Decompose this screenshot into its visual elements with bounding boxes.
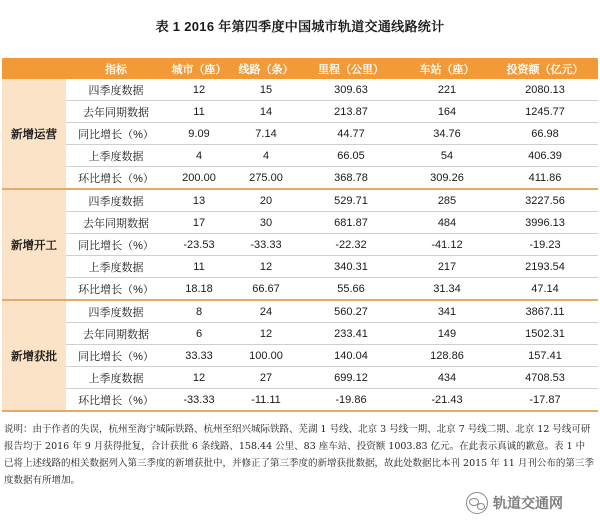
indicator-cell: 上季度数据 — [66, 145, 166, 167]
value-cell: -11.11 — [232, 389, 300, 412]
value-cell: 309.26 — [402, 167, 492, 190]
value-cell: 560.27 — [300, 300, 402, 323]
value-cell: 24 — [232, 300, 300, 323]
value-cell: 66.98 — [492, 123, 598, 145]
header-row — [2, 58, 598, 79]
header-cell: 车站（座） — [402, 58, 492, 79]
value-cell: 3867.11 — [492, 300, 598, 323]
header-cell: 里程（公里） — [300, 58, 402, 79]
indicator-cell: 上季度数据 — [66, 256, 166, 278]
value-cell: 12 — [166, 367, 232, 389]
value-cell: 157.41 — [492, 345, 598, 367]
footnote: 说明：由于作者的失误，杭州至海宁城际铁路、杭州至绍兴城际铁路、芜湖 1 号线、北京 3 号线一期、北京 7 号线二期、北京 12 号线可研报告均于 2016 年 9 月获得批复，合计获批 6 条线路、158.44 公里、83 座车站、投资额 1003.83 亿元。在此表示真诚的歉意。表 1 中已将上述线路的相关数据列入第三季度的新增获批中，并修正了第三季度的新增获批数据，故此处数据比本刊 2015 年 11 月刊公布的第三季度数据有所增加。 — [4, 424, 594, 486]
value-cell: 14 — [232, 101, 300, 123]
value-cell: 309.63 — [300, 79, 402, 101]
value-cell: 233.41 — [300, 323, 402, 345]
indicator-cell: 环比增长（%） — [66, 167, 166, 190]
value-cell: 12 — [166, 79, 232, 101]
table-row — [2, 323, 598, 345]
header-cell: 指标 — [66, 58, 166, 79]
value-cell: 30 — [232, 212, 300, 234]
value-cell: 406.39 — [492, 145, 598, 167]
value-cell: 217 — [402, 256, 492, 278]
value-cell: 275.00 — [232, 167, 300, 190]
indicator-cell: 上季度数据 — [66, 367, 166, 389]
watermark-text: 轨道交通网 — [493, 495, 563, 511]
value-cell: 213.87 — [300, 101, 402, 123]
indicator-cell: 去年同期数据 — [66, 101, 166, 123]
value-cell: -21.43 — [402, 389, 492, 412]
value-cell: 4 — [232, 145, 300, 167]
value-cell: 13 — [166, 189, 232, 212]
value-cell: 149 — [402, 323, 492, 345]
value-cell: 285 — [402, 189, 492, 212]
value-cell: -17.87 — [492, 389, 598, 412]
table-row — [2, 278, 598, 301]
table-row — [2, 123, 598, 145]
value-cell: -33.33 — [166, 389, 232, 412]
value-cell: 341 — [402, 300, 492, 323]
value-cell: -22.32 — [300, 234, 402, 256]
value-cell: 140.04 — [300, 345, 402, 367]
indicator-cell: 四季度数据 — [66, 300, 166, 323]
value-cell: 18.18 — [166, 278, 232, 301]
value-cell: 368.78 — [300, 167, 402, 190]
value-cell: 434 — [402, 367, 492, 389]
table-row — [2, 79, 598, 101]
indicator-cell: 去年同期数据 — [66, 323, 166, 345]
value-cell: 55.66 — [300, 278, 402, 301]
table-row — [2, 167, 598, 190]
group-label: 新增获批 — [2, 300, 66, 411]
value-cell: 4 — [166, 145, 232, 167]
value-cell: 4708.53 — [492, 367, 598, 389]
value-cell: 20 — [232, 189, 300, 212]
header-cell: 城市（座） — [166, 58, 232, 79]
value-cell: 100.00 — [232, 345, 300, 367]
wechat-icon — [466, 492, 488, 514]
header-cell: 投资额（亿元） — [492, 58, 598, 79]
value-cell: -19.86 — [300, 389, 402, 412]
table-row — [2, 389, 598, 412]
value-cell: 17 — [166, 212, 232, 234]
table-row — [2, 212, 598, 234]
value-cell: 3227.56 — [492, 189, 598, 212]
value-cell: 3996.13 — [492, 212, 598, 234]
table-row — [2, 300, 598, 323]
value-cell: 2080.13 — [492, 79, 598, 101]
value-cell: 47.14 — [492, 278, 598, 301]
indicator-cell: 同比增长（%） — [66, 345, 166, 367]
indicator-cell: 去年同期数据 — [66, 212, 166, 234]
value-cell: 27 — [232, 367, 300, 389]
indicator-cell: 四季度数据 — [66, 189, 166, 212]
value-cell: 44.77 — [300, 123, 402, 145]
value-cell: 31.34 — [402, 278, 492, 301]
watermark — [466, 490, 596, 516]
indicator-cell: 同比增长（%） — [66, 234, 166, 256]
value-cell: -23.53 — [166, 234, 232, 256]
value-cell: -41.12 — [402, 234, 492, 256]
statistics-table — [2, 58, 598, 412]
table-title: 表 1 2016 年第四季度中国城市轨道交通线路统计 — [155, 19, 445, 34]
table-row — [2, 367, 598, 389]
header-group-blank — [2, 58, 66, 79]
table-row — [2, 234, 598, 256]
header-cell: 线路（条） — [232, 58, 300, 79]
value-cell: 128.86 — [402, 345, 492, 367]
value-cell: 66.05 — [300, 145, 402, 167]
value-cell: 529.71 — [300, 189, 402, 212]
value-cell: -19.23 — [492, 234, 598, 256]
value-cell: 34.76 — [402, 123, 492, 145]
value-cell: 681.87 — [300, 212, 402, 234]
value-cell: 11 — [166, 101, 232, 123]
table-row — [2, 345, 598, 367]
table-row — [2, 256, 598, 278]
value-cell: 1245.77 — [492, 101, 598, 123]
value-cell: 66.67 — [232, 278, 300, 301]
value-cell: 2193.54 — [492, 256, 598, 278]
value-cell: 221 — [402, 79, 492, 101]
table-row — [2, 145, 598, 167]
value-cell: 8 — [166, 300, 232, 323]
table-row — [2, 101, 598, 123]
value-cell: 11 — [166, 256, 232, 278]
value-cell: 7.14 — [232, 123, 300, 145]
value-cell: 12 — [232, 256, 300, 278]
value-cell: 54 — [402, 145, 492, 167]
group-label: 新增开工 — [2, 189, 66, 300]
table-row — [2, 189, 598, 212]
value-cell: 15 — [232, 79, 300, 101]
value-cell: 12 — [232, 323, 300, 345]
value-cell: 9.09 — [166, 123, 232, 145]
value-cell: 340.31 — [300, 256, 402, 278]
value-cell: 200.00 — [166, 167, 232, 190]
indicator-cell: 环比增长（%） — [66, 389, 166, 412]
value-cell: 33.33 — [166, 345, 232, 367]
value-cell: 164 — [402, 101, 492, 123]
value-cell: 411.86 — [492, 167, 598, 190]
indicator-cell: 四季度数据 — [66, 79, 166, 101]
value-cell: 6 — [166, 323, 232, 345]
value-cell: 699.12 — [300, 367, 402, 389]
group-label: 新增运营 — [2, 79, 66, 189]
indicator-cell: 环比增长（%） — [66, 278, 166, 301]
value-cell: -33.33 — [232, 234, 300, 256]
indicator-cell: 同比增长（%） — [66, 123, 166, 145]
value-cell: 484 — [402, 212, 492, 234]
value-cell: 1502.31 — [492, 323, 598, 345]
